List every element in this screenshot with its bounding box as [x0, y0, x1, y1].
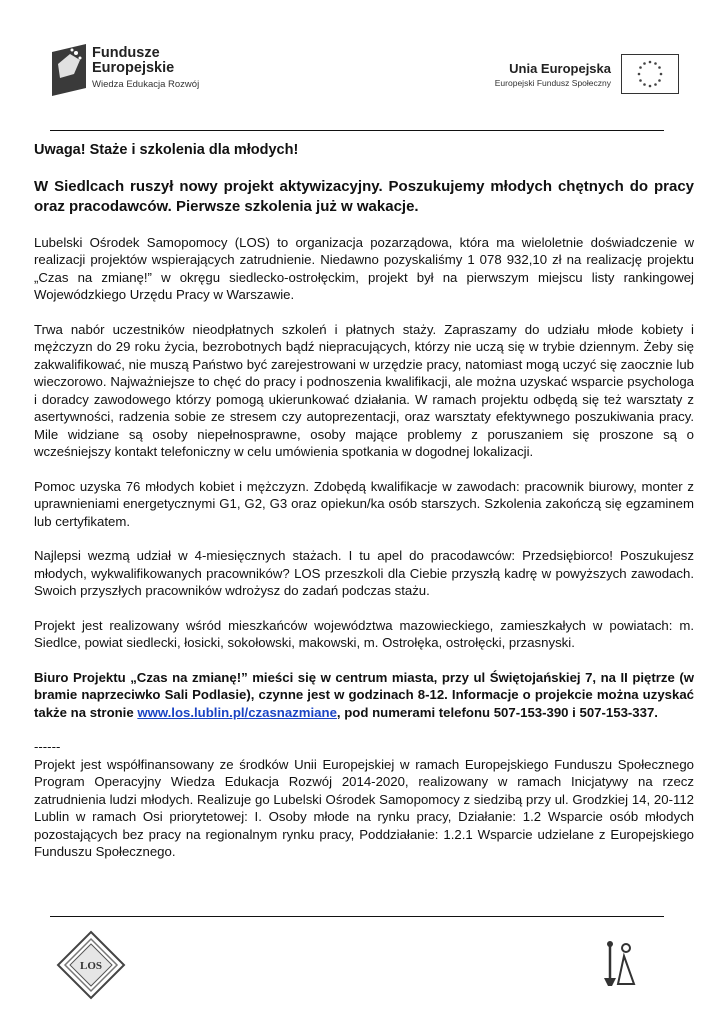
footer-divider	[50, 916, 664, 917]
header-divider	[50, 130, 664, 131]
unia-europejska-logo	[495, 54, 679, 94]
fe-logo-line2: Europejskie	[92, 60, 175, 76]
project-website-link[interactable]: www.los.lublin.pl/czasnazmiane	[137, 704, 337, 720]
ue-logo-line2: Europejski Fundusz Społeczny	[494, 77, 611, 88]
fe-logo-text	[92, 46, 199, 90]
document-body	[34, 142, 694, 878]
fe-logo-line3: Wiedza Edukacja Rozwój	[92, 79, 200, 90]
office-text-after: , pod numerami telefonu 507-153-390 i 507-153-337.	[336, 704, 658, 720]
paragraph-recruitment: Trwa nabór uczestników nieodpłatnych szkoleń i płatnych staży. Zapraszamy do udziału młode kobiety i mężczyzn do 29 roku życia, bezrobotnych bądź niepracujących, którzy nie uczą się w trybie dziennym. Żeby się zakwalifikować, nie muszą Państwo być zarejestrowani w urzędzie pracy, natomiast mogą uczyć się zaocznie lub wieczorowo. Najważniejsze to chęć do pracy i podnoszenia kwalifikacji, ale można uzyskać wsparcie psychologa i doradcy zawodowego którzy pomogą ukierunkować działania. W ramach projektu odbędą się też warsztaty z asertywności, radzenia sobie ze stresem czy autoprezentacji, oraz warsztaty efektywnego poszukiwania pracy. Mile widziane są osoby niepełnosprawne, osoby mające problemy z poruszaniem się proszone są o wcześniejszy kontakt telefoniczny w celu umówienia spotkania w dogodnej lokalizacji.	[34, 321, 694, 459]
paragraph-office	[34, 669, 694, 722]
ue-logo-line1: Unia Europejska	[509, 60, 611, 76]
paragraph-funding: Projekt jest współfinansowany ze środków Unii Europejskiej w ramach Europejskiego Funduszu Społecznego Program Operacyjny Wiedza Edukacja Rozwój 2014-2020, realizowany w ramach Inicjatywy na rzecz zatrudnienia ludzi młodych. Realizuje go Lubelski Ośrodek Samopomocy z siedzibą przy ul. Grodzkiej 14, 20-112 Lublin w ramach Osi priorytetowej: I. Osoby młode na rynku pracy, Działanie: 1.2 Wsparcie osób młodych pozostających bez pracy na regionalnym rynku pracy, Poddziałanie: 1.2.1 Wsparcie udzielane z Europejskiego Funduszu Społecznego.	[34, 756, 694, 859]
document-heading: Uwaga! Staże i szkolenia dla młodych!	[34, 142, 299, 158]
separator-dashes: ------	[34, 739, 61, 754]
fundusze-europejskie-logo	[52, 44, 222, 104]
office-text-before: Biuro Projektu „Czas na zmianę!” mieści się w centrum miasta, przy ul Świętojańskiej 7, na II piętrze (w bramie naprzeciwko Sali Podlasie), czynne jest w godzinach 8-12. Informacje o projekcie można uzyskać także na stronie	[34, 669, 694, 720]
paragraph-region: Projekt jest realizowany wśród mieszkańców województwa mazowieckiego, zamieszkałych w powiatach: m. Siedlce, powiat siedlecki, łosicki, sokołowski, makowski, m. Ostrołęka, ostrołęcki, przasnyski.	[34, 617, 694, 650]
paragraph-internships: Najlepsi wezmą udział w 4-miesięcznych stażach. I tu apel do pracodawców: Przedsiębiorco! Poszukujesz młodych, wykwalifikowanych pracowników? LOS przeszkoli dla Ciebie przyszłą kadrę w powyższych zawodach. Swoich przyszłych pracowników wdrożysz do zadań podczas stażu.	[34, 548, 694, 598]
los-logo	[56, 930, 126, 1000]
fe-flag-icon	[52, 44, 86, 96]
fe-logo-line1: Fundusze	[92, 45, 160, 61]
paragraph-intro: Lubelski Ośrodek Samopomocy (LOS) to organizacja pozarządowa, która ma wieloletnie doświadczenie w realizacji projektów wspierających zatrudnienie. Niedawno pozyskaliśmy 1 078 932,10 zł na realizację projektu „Czas na zmianę!” w okręgu siedlecko-ostrołęckim, projekt był na pierwszym miejscu listy rankingowej Wojewódzkiego Urzędu Pracy w Warszawie.	[34, 234, 694, 302]
eu-flag-icon	[621, 54, 679, 94]
paragraph-qualifications: Pomoc uzyska 76 młodych kobiet i mężczyzn. Zdobędą kwalifikacje w zawodach: pracownik biurowy, monter z uprawnieniami energetycznymi G1, G2, G3 oraz opiekun/ka osób starszych. Szkolenia zakończą się egzaminem lub certyfikatem.	[34, 478, 694, 529]
los-logo-text: LOS	[79, 960, 103, 972]
document-subheading: W Siedlcach ruszył nowy projekt aktywizacyjny. Poszukujemy młodych chętnych do pracy oraz pracodawców. Pierwsze szkolenia już w wakacje.	[34, 177, 694, 215]
partner-emblem-icon	[600, 938, 642, 988]
